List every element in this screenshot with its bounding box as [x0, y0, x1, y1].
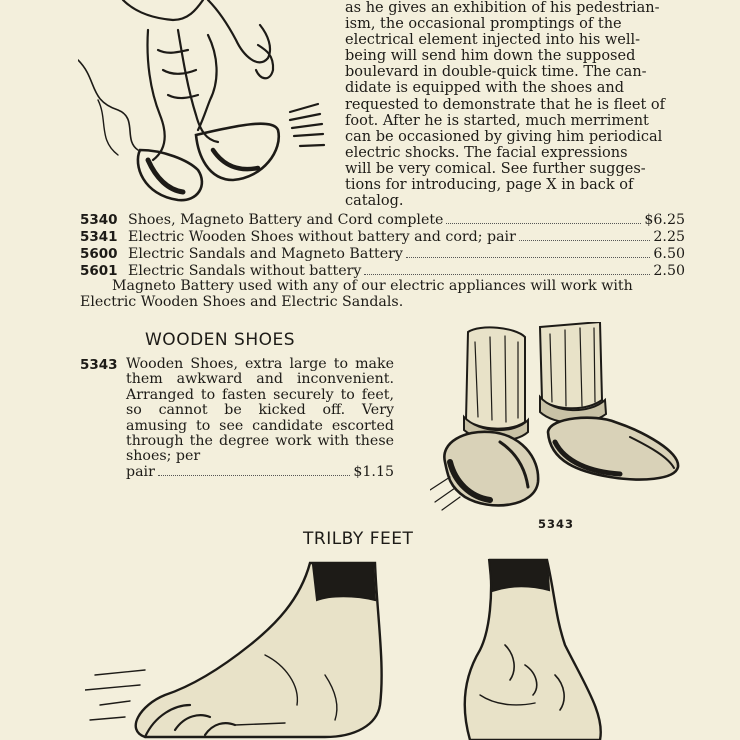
item-description: Wooden Shoes, extra large to make them awkward and inconvenient. Arranged to fasten securely to feet, so cannot be kicked off. Very amusing to see candidate escorted through the degree work with these shoes; per [126, 356, 394, 465]
leader-dots [446, 222, 641, 224]
note-line: Magneto Battery used with any of our electric appliances will work with [112, 278, 633, 294]
price-label: pair [126, 463, 155, 480]
description-line: will be very comical. See further sugges- [345, 160, 646, 177]
item-price: 2.50 [653, 263, 685, 279]
trilby-feet-illustration [85, 555, 705, 740]
description-line: can be occasioned by giving him periodical [345, 128, 663, 145]
item-number: 5341 [80, 229, 118, 245]
price-line [126, 465, 394, 480]
item-price: 2.25 [653, 229, 685, 245]
wooden-shoes-illustration [430, 322, 685, 517]
price-list-item [80, 212, 685, 229]
electric-shoes-description [345, 0, 685, 209]
description-line: as he gives an exhibition of his pedestrian- [345, 0, 660, 16]
item-number: 5600 [80, 246, 118, 262]
description-line: electrical element injected into his well- [345, 32, 641, 49]
illustration-caption: 5343 [538, 517, 575, 531]
item-price: 6.50 [653, 246, 685, 262]
description-line: boulevard in double-quick time. The can- [345, 64, 647, 81]
item-number: 5340 [80, 212, 118, 228]
wooden-shoes-text [126, 357, 394, 480]
item-number: 5601 [80, 263, 118, 279]
item-name: Shoes, Magneto Battery and Cord complete [128, 212, 444, 228]
description-line: didate is equipped with the shoes and [345, 80, 625, 97]
description-line: catalog. [345, 193, 404, 210]
trilby-feet-heading: TRILBY FEET [303, 529, 414, 549]
leader-dots [158, 475, 351, 476]
item-name: Electric Sandals and Magneto Battery [128, 246, 403, 262]
description-line: foot. After he is started, much merriment [345, 112, 649, 129]
item-price: $6.25 [644, 212, 685, 228]
price-list [80, 212, 685, 280]
leader-dots [364, 273, 650, 275]
description-line: electric shocks. The facial expressions [345, 144, 628, 161]
note-line: Electric Wooden Shoes and Electric Sandals. [80, 294, 404, 310]
description-line: being will send him down the supposed [345, 48, 636, 65]
leader-dots [519, 239, 651, 241]
item-name: Electric Sandals without battery [128, 263, 362, 279]
item-number: 5343 [80, 357, 118, 373]
item-name: Electric Wooden Shoes without battery and cord; pair [128, 229, 516, 245]
description-line: ism, the occasional promptings of the [345, 16, 622, 33]
price-list-item [80, 246, 685, 263]
wooden-shoes-heading: WOODEN SHOES [145, 330, 296, 350]
description-line: requested to demonstrate that he is fleet of [345, 96, 665, 113]
wooden-shoes-item [80, 357, 395, 480]
price-list-item [80, 229, 685, 246]
leader-dots [406, 256, 650, 258]
battery-note [80, 278, 685, 310]
running-man-illustration [78, 0, 328, 210]
description-line: tions for introducing, page X in back of [345, 177, 634, 194]
item-price: $1.15 [353, 463, 394, 480]
